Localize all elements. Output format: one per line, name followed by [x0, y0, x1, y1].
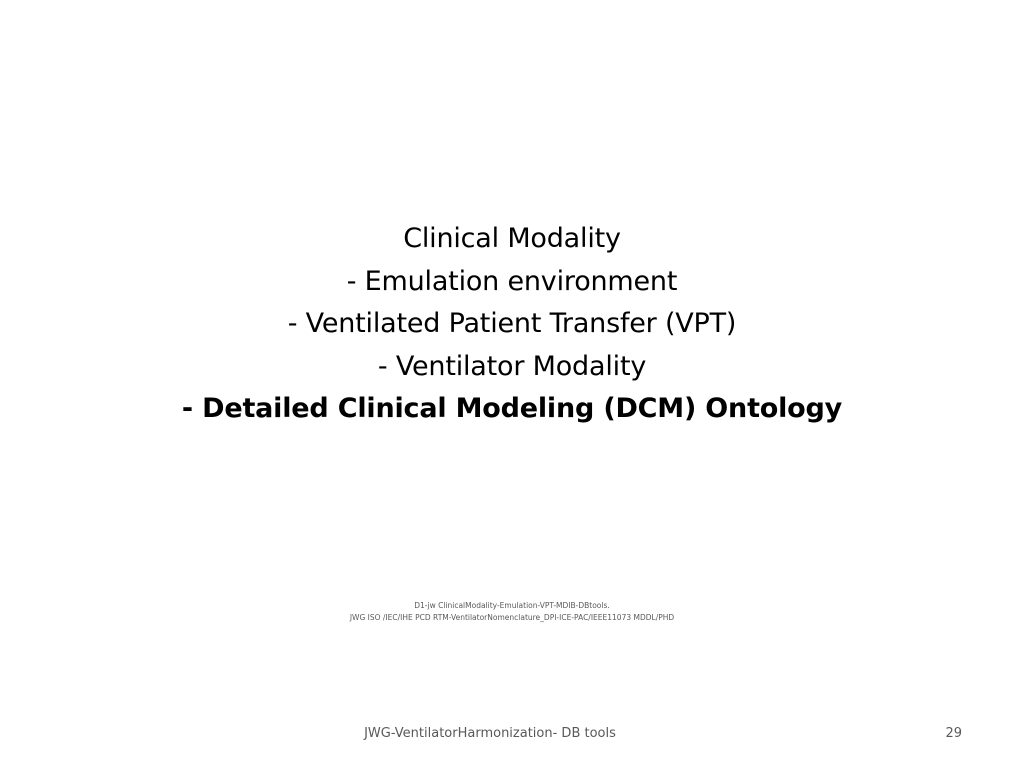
- title-line-dcm-ontology: - Detailed Clinical Modeling (DCM) Ontology: [181, 393, 843, 424]
- slide-title: [0, 218, 1024, 431]
- title-line-ventilated-patient-transfer: - Ventilated Patient Transfer (VPT): [287, 308, 737, 339]
- page-number: 29: [945, 726, 962, 741]
- notes-line-standards-reference: JWG ISO /IEC/IHE PCD RTM-VentilatorNomenclature_DPI-ICE-PAC/IEEE11073 MDDL/PHD: [349, 613, 675, 622]
- slide-notes: [0, 600, 1024, 624]
- notes-line-file-reference: D1-jw ClinicalModality-Emulation-VPT-MDIB-DBtools.: [414, 601, 610, 610]
- title-line-clinical-modality: Clinical Modality: [403, 223, 621, 254]
- title-line-emulation-environment: - Emulation environment: [346, 265, 678, 297]
- title-line-ventilator-modality: - Ventilator Modality: [377, 350, 647, 382]
- slide-footer: [0, 724, 1024, 744]
- footer-text: JWG-VentilatorHarmonization- DB tools: [364, 726, 616, 741]
